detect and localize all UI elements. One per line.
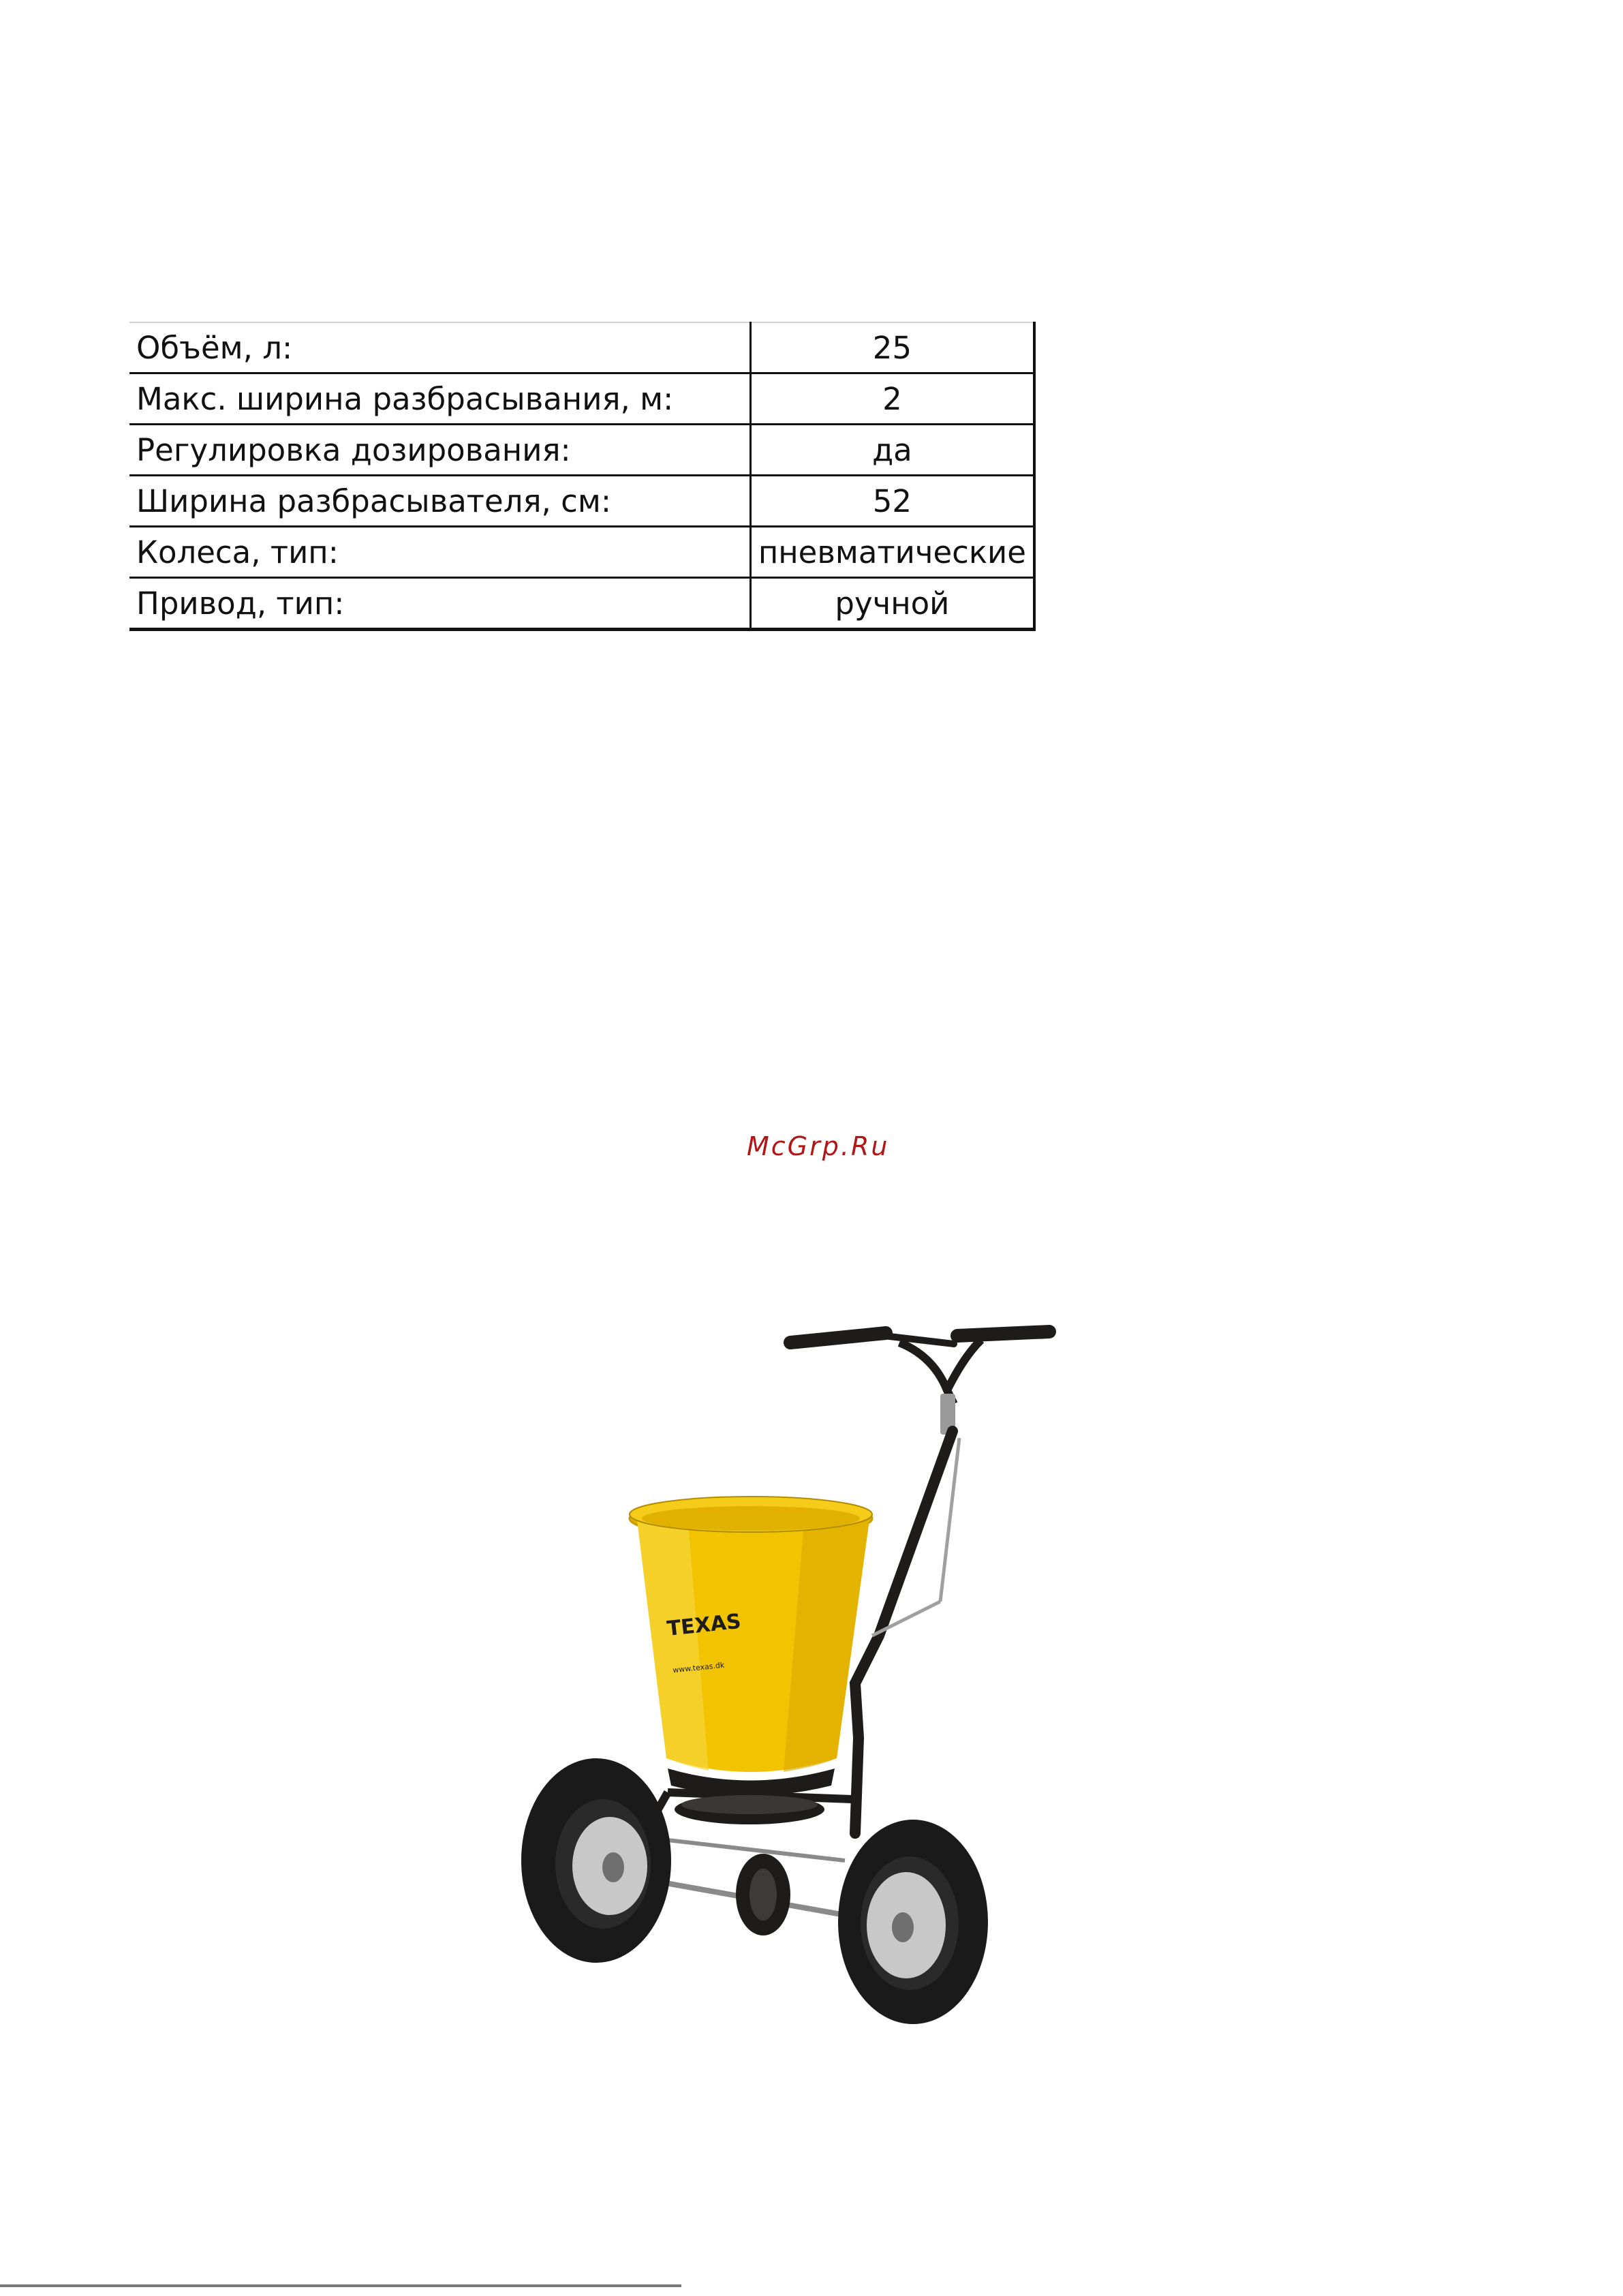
spec-value: 52	[750, 476, 1034, 527]
spec-label: Регулировка дозирования:	[129, 425, 750, 476]
spec-table	[129, 322, 1036, 631]
spec-label: Объём, л:	[129, 322, 750, 373]
spec-value: пневматические	[750, 527, 1034, 578]
spinner	[675, 1794, 824, 1824]
spec-label: Привод, тип:	[129, 578, 750, 630]
spec-value: да	[750, 425, 1034, 476]
right-wheel	[838, 1820, 988, 2024]
spec-value: 25	[750, 322, 1034, 373]
brand-text: TEXAS	[666, 1609, 743, 1641]
spec-label: Макс. ширина разбрасывания, м:	[129, 373, 750, 425]
spec-value: 2	[750, 373, 1034, 425]
left-wheel	[521, 1758, 671, 1963]
spec-row	[129, 476, 1034, 527]
spec-value: ручной	[750, 578, 1034, 630]
spreader-photo	[463, 1315, 1077, 2058]
spec-label: Колеса, тип:	[129, 527, 750, 578]
spec-row	[129, 322, 1034, 373]
hopper	[630, 1497, 872, 1796]
divider	[0, 2284, 681, 2287]
spec-row	[129, 527, 1034, 578]
spec-row	[129, 425, 1034, 476]
watermark-text: McGrp.Ru	[747, 1131, 890, 1161]
spec-row	[129, 578, 1034, 630]
spec-row	[129, 373, 1034, 425]
spec-label: Ширина разбрасывателя, см:	[129, 476, 750, 527]
brand-url: www.texas.dk	[672, 1660, 725, 1675]
handle	[790, 1332, 1049, 1435]
gearbox	[736, 1854, 790, 1935]
